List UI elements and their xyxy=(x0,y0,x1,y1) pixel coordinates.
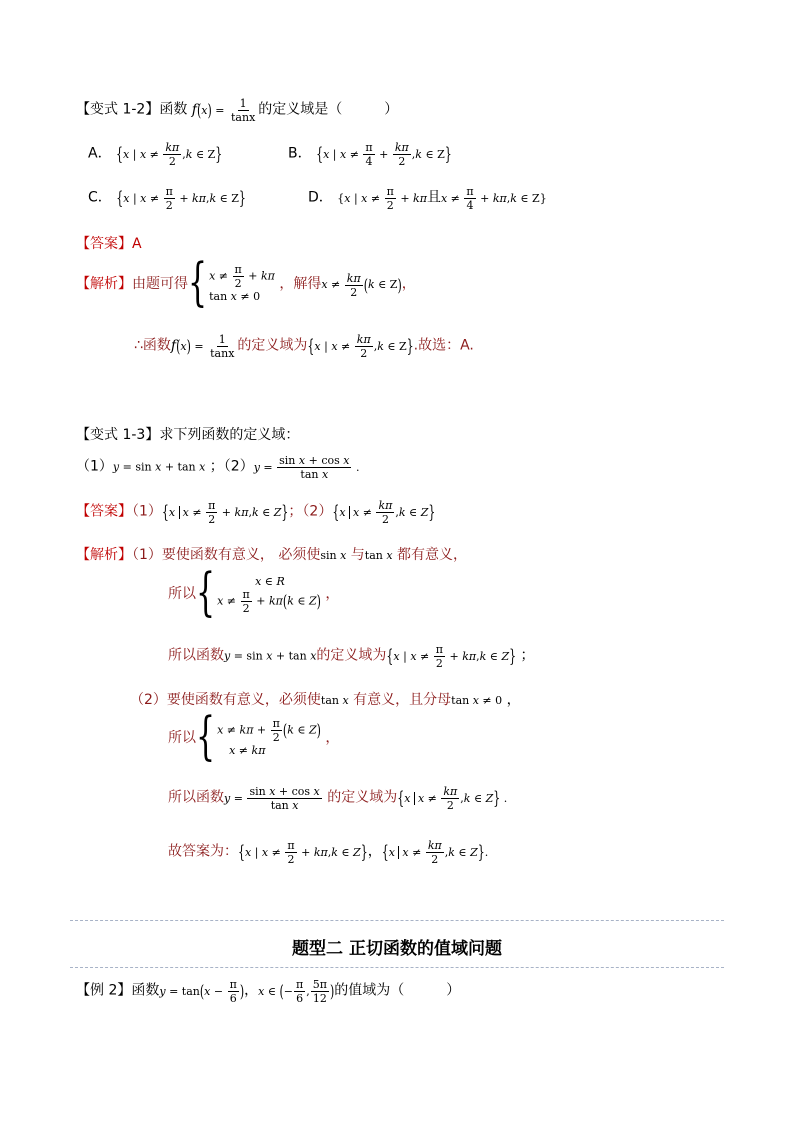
v13-parts: （1）y = sin x + tan x ；（2）y = $\frac{\text{sin x + cos x}}{\text{tan x}}$ . xyxy=(76,454,360,481)
v12-option-b: B． {x | x ≠ $\frac{\pi}{4}$ + $\frac{k\pi}{2}$ ,k ∈ Z} xyxy=(288,141,452,168)
answer-label: 【答案】 xyxy=(76,503,132,520)
v12-question xyxy=(76,98,398,123)
v12-q-post: 的定义域是（ ） xyxy=(258,101,399,118)
v13-tag: 【变式 1-3】 xyxy=(76,427,160,443)
v13-question: 【变式 1-3】求下列函数的定义域： xyxy=(76,427,300,443)
v12-formula: f(x) = $\frac{1}{\tan x}$ xyxy=(191,97,256,124)
v12-tag: 【变式 1-2】 xyxy=(76,101,160,118)
ex2-tag: 【例 2】 xyxy=(76,982,132,999)
v13-system-2: 所以 { x ≠ kπ + $\frac{\pi}{2}$ (k ∈ Z) x ≠ kπ ， xyxy=(168,707,340,768)
ex2-question: 【例 2】函数y = tan(x − $\frac{\pi}{6}$ )，x ∈ (− $\frac{\pi}{6}$ , $\frac{5\pi}{12}$ )的值域为（ ） xyxy=(76,978,461,1005)
answer-label: 【答案】 xyxy=(76,236,132,252)
v13-final-answer: 故答案为：{x | x ≠ $\frac{\pi}{2}$ + kπ,k ∈ Z}，{x x ≠ $\frac{k\pi}{2}$ ,k ∈ Z}. xyxy=(168,839,489,866)
answer-value: A xyxy=(132,236,142,252)
v13-solution-2: （2）要使函数有意义，必须使tan x 有意义，且分母tan x ≠ 0 ， xyxy=(130,692,521,708)
v12-solution-line2: ∴函数f(x) = $\frac{1}{\tan x}$ 的定义域为{x | x ≠ $\frac{k\pi}{2}$ ,k ∈ Z}.故选：A. xyxy=(134,333,474,360)
v12-answer xyxy=(76,233,142,253)
section-title: 题型二 正切函数的值域问题 xyxy=(292,939,502,959)
v13-domain-2: 所以函数y = $\frac{\text{sin x + cos x}}{\text{tan x}}$ 的定义域为{x x ≠ $\frac{k\pi}{2}$ ,k ∈ Z} . xyxy=(168,785,508,812)
section-divider-bottom xyxy=(70,967,724,968)
section-divider-top xyxy=(70,920,724,921)
v13-domain-1: 所以函数y = sin x + tan x的定义域为{x | x ≠ $\frac{\pi}{2}$ + kπ,k ∈ Z} ； xyxy=(168,643,535,670)
solution-label: 【解析】 xyxy=(76,547,132,563)
v13-answer: 【答案】（1）{x x ≠ $\frac{\pi}{2}$ + kπ,k ∈ Z}；（2）{x x ≠ $\frac{k\pi}{2}$ ,k ∈ Z} xyxy=(76,499,436,526)
v12-option-a: A． {x | x ≠ $\frac{k\pi}{2}$ ,k ∈ Z} xyxy=(88,141,223,168)
v13-system-1: 所以 { x ∈ R x ≠ $\frac{\pi}{2}$ + kπ(k ∈ Z) ， xyxy=(168,563,340,624)
v12-option-d: D． {x | x ≠ $\frac{\pi}{2}$ + kπ且x ≠ $\frac{\pi}{4}$ + kπ,k ∈ Z} xyxy=(308,185,547,212)
v12-option-c: C． {x | x ≠ $\frac{\pi}{2}$ + kπ,k ∈ Z} xyxy=(88,185,246,212)
v12-q-pre: 函数 xyxy=(159,101,188,118)
v12-solution: 【解析】由题可得 { x ≠ $\frac{\pi}{2}$ + kπ tan x ≠ 0 ，解得x ≠ $\frac{k\pi}{2}$ (k ∈ Z)， xyxy=(76,253,416,314)
solution-label: 【解析】 xyxy=(76,276,132,293)
v13-solution-1: 【解析】（1）要使函数有意义， 必须使sin x 与tan x 都有意义， xyxy=(76,547,468,563)
